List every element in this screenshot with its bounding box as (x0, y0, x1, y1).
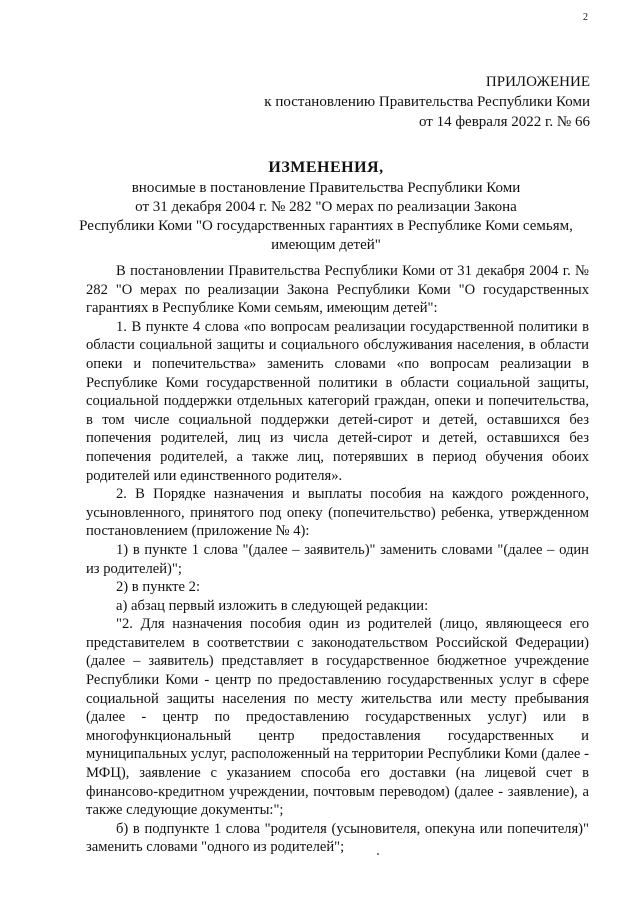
paragraph-subitem-b: б) в подпункте 1 слова "родителя (усыновителя, опекуна или попечителя)" заменить словами "одного из родителей"; (86, 820, 589, 856)
paragraph-item-1: 1. В пункте 4 слова «по вопросам реализации государственной политики в области социальной защиты и социального обслуживания населения, в области опеки и попечительства» заменить словами «по вопросам реализации в Республике Коми государственной политики в области социальной защиты, социальной поддержки отдельных категорий граждан, опеки и попечительства, в том числе социальной поддержки детей-сирот и детей, оставшихся без попечения родителей, лиц из числа детей-сирот и детей, оставшихся без попечения родителей, а также лиц, потерявших в период обучения обоих родителей или единственного родителя». (86, 318, 589, 484)
title-line-4: имеющим детей" (271, 237, 381, 253)
paragraph-intro: В постановлении Правительства Республики Коми от 31 декабря 2004 г. № 282 "О мерах по реализации Закона Республики Коми "О государственных гарантиях в Республике Коми семьям, имеющим детей": (86, 263, 589, 317)
title-line-1: вносимые в постановление Правительства Республики Коми (131, 180, 521, 196)
document-body (86, 262, 589, 857)
paragraph-quoted-text: "2. Для назначения пособия один из родителей (лицо, являющееся его представителем в соответствии с законодательством Российской Федерации) (далее – заявитель) представляет в государственное бюджетное учреждение Республики Коми - центр по предоставлению государственных услуг в сфере социальной защиты населения по месту жительства или месту пребывания (далее - центр по предоставлению государственных услуг) или в многофункциональный центр предоставления государственных и муниципальных услуг, расположенный на территории Республики Коми (далее - МФЦ), заявление с указанием способа его доставки (на лицевой счет в финансово-кредитном учреждении, почтовым переводом) (далее - заявление), а также следующие документы:"; (86, 616, 589, 819)
appendix-date: от 14 февраля 2022 г. № 66 (418, 114, 590, 130)
paragraph-subitem-a: а) абзац первый изложить в следующей редакции: (116, 597, 429, 614)
page-number: 2 (583, 12, 588, 23)
appendix-header (264, 72, 590, 132)
document-title (60, 158, 592, 255)
title-line-2: от 31 декабря 2004 г. № 282 "О мерах по реализации Закона (135, 199, 517, 215)
title-line-3: Республики Коми "О государственных гарантиях в Республике Коми семьям, (79, 218, 573, 234)
appendix-label: ПРИЛОЖЕНИЕ (485, 74, 590, 90)
paragraph-item-2: 2. В Порядке назначения и выплаты пособия на каждого рожденного, усыновленного, принятого под опеку (попечительство) ребенка, утвержденном постановлением (приложение № 4): (86, 486, 589, 540)
appendix-resolution-ref: к постановлению Правительства Республики Коми (264, 94, 590, 110)
title-heading: ИЗМЕНЕНИЯ, (268, 159, 384, 176)
scan-speck (377, 853, 379, 855)
paragraph-subitem-1: 1) в пункте 1 слова "(далее – заявитель)" заменить словами "(далее – один из родителей)"; (86, 541, 589, 577)
paragraph-subitem-2: 2) в пункте 2: (116, 579, 201, 596)
